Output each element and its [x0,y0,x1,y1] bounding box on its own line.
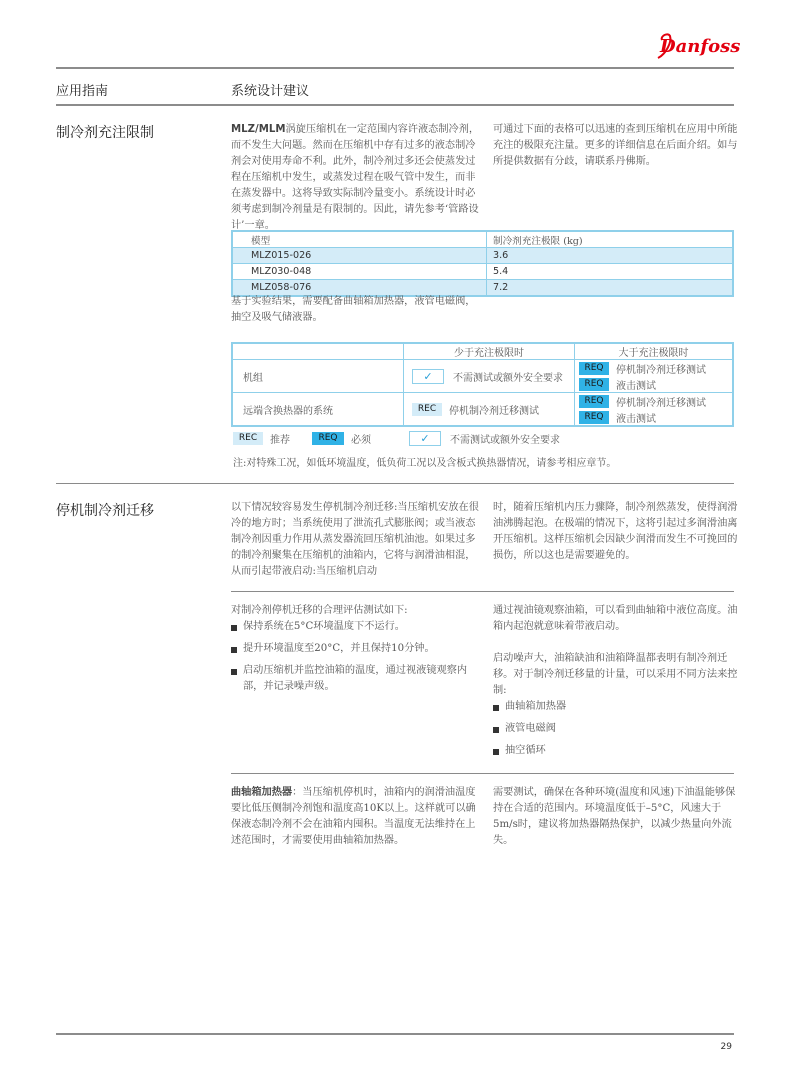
above-limit-cell [575,360,734,393]
badge-legend [233,431,560,446]
section-divider [56,483,734,484]
list-item: 曲轴箱加热器 [493,699,738,715]
req-badge: REQ [579,362,609,375]
logo-text: Danfoss [660,36,741,57]
row-label: 机组 [232,360,404,393]
above-limit-cell [575,393,734,427]
migration-para-left: 以下情况较容易发生停机制冷剂迁移:当压缩机安放在很冷的地方时；当系统使用了泄流孔式膨胀阀；或当液态制冷剂因重力作用从蒸发器流回压缩机油池。如果过多的制冷剂聚集在压缩机的油箱内，它将与润滑油相混，从而引起带液启动:当压缩机启动 [231,502,479,577]
row-label: 远端含换热器的系统 [232,393,404,427]
col-header-empty [232,343,404,360]
req-badge: REQ [579,395,609,408]
below-limit-cell [404,360,575,393]
requirements-table [231,342,734,427]
legend-check-text: 不需测试或额外安全要求 [450,435,560,446]
charge-intro-lead: MLZ/MLM [231,124,286,135]
cell-limit: 3.6 [487,248,734,264]
danfoss-logo [652,28,746,64]
list-item: 启动压缩机并监控油箱的温度，通过视液镜观察内部，并记录噪声级。 [231,663,483,695]
header-bottom-rule [56,104,734,106]
req-badge: REQ [579,411,609,424]
test-procedure [231,603,483,701]
table-row [232,393,733,427]
page-number: 29 [720,1042,732,1052]
table-row [232,360,733,393]
section-title-charge-limit: 制冷剂充注限制 [56,125,154,141]
header-top-rule [56,67,734,69]
rec-badge: REC [412,403,442,416]
test-intro: 对制冷剂停机迁移的合理评估测试如下: [231,605,408,616]
above-limit-text: 液击测试 [616,413,656,425]
legend-check-icon: ✓ [409,431,441,446]
special-conditions-note: 注:对特殊工况，如低环境温度，低负荷工况以及含板式换热器情况，请参考相应章节。 [233,458,617,469]
legend-req-text: 必须 [351,435,371,446]
legend-req-badge: REQ [312,432,344,445]
legend-rec-text: 推荐 [270,435,290,446]
cell-limit: 7.2 [487,280,734,297]
footer-rule [56,1033,734,1035]
col-header-model: 模型 [232,231,487,248]
list-item: 提升环境温度至20°C，并且保持10分钟。 [231,641,483,657]
above-limit-text: 停机制冷剂迁移测试 [616,364,706,376]
list-item: 液管电磁阀 [493,721,738,737]
observe-text: 通过视油镜观察油箱，可以看到曲轴箱中液位高度。油箱内起泡就意味着带液启动。 [493,605,738,632]
check-icon: ✓ [412,369,444,384]
heater-lead: 曲轴箱加热器 [231,787,293,798]
noise-text: 启动噪声大，油箱缺油和油箱降温都表明有制冷剂迁移。对于制冷剂迁移量的计量，可以采用不同方法来控制: [493,653,738,696]
table-header-row [232,231,733,248]
above-limit-text: 停机制冷剂迁移测试 [616,397,706,409]
cell-model: MLZ030-048 [232,264,487,280]
subsection-divider [231,591,734,592]
legend-rec-badge: REC [233,432,263,445]
table-header-row [232,343,733,360]
cell-model: MLZ015-026 [232,248,487,264]
charge-intro-right: 可通过下面的表格可以迅速的查到压缩机在应用中所能充注的极限充注量。更多的详细信息在后面介绍。如与所提供数据有分歧，请联系丹佛斯。 [493,124,738,167]
heater-para-left [231,785,483,849]
table-row [232,264,733,280]
charge-limit-table [231,230,734,297]
subsection-divider [231,773,734,774]
col-header-below-limit: 少于充注极限时 [404,343,575,360]
test-observations [493,603,738,765]
section-title-migration: 停机制冷剂迁移 [56,503,154,519]
charge-intro-left [231,122,483,234]
cell-limit: 5.4 [487,264,734,280]
charge-intro-text: 涡旋压缩机在一定范围内容许液态制冷剂，而不发生大问题。然而在压缩机中存有过多的液态制冷剂会对使用寿命不利。此外，制冷剂过多还会使蒸发过程在压缩机中发生，或蒸发过程在吸气管中发生，而非在蒸发器中。这将导致实际制冷量变小。系统设计时必须考虑到制冷剂量是有限制的。因此，请先参考‘管路设计’一章。 [231,124,480,231]
cell-model: MLZ058-076 [232,280,487,297]
test-steps-list [231,619,483,695]
col-header-limit: 制冷剂充注极限 (kg) [487,231,734,248]
below-limit-text: 不需测试或额外安全要求 [453,372,563,384]
req-badge: REQ [579,378,609,391]
list-item: 抽空循环 [493,743,738,759]
below-limit-text: 停机制冷剂迁移测试 [449,405,539,417]
header-section-title: 系统设计建议 [231,84,310,99]
col-header-above-limit: 大于充注极限时 [575,343,734,360]
header-guide-title: 应用指南 [56,84,109,99]
heater-para-right: 需要测试，确保在各种环境(温度和风速)下油温能够保持在合适的范围内。环境温度低于–5°C，风速大于5m/s时，建议将加热器隔热保护，以减少热量向外流失。 [493,787,736,846]
above-limit-text: 液击测试 [616,380,656,392]
after-table-text: 基于实验结果，需要配备曲轴箱加热器，液管电磁阀，抽空及吸气储液器。 [231,296,476,323]
heater-text: ：当压缩机停机时，油箱内的润滑油温度要比低压侧制冷剂饱和温度高10K以上。这样就可以确保液态制冷剂不会在油箱内囤积。当温度无法维持在上述范围时，才需要使用曲轴箱加热器。 [231,787,476,846]
list-item: 保持系统在5°C环境温度下不运行。 [231,619,483,635]
table-row [232,248,733,264]
methods-list [493,699,738,759]
migration-para-right: 时，随着压缩机内压力骤降，制冷剂然蒸发，使得润滑油沸腾起泡。在极端的情况下，这将引起过多润滑油离开压缩机。这样压缩机会因缺少润滑而发生不可挽回的损伤，所以这也是需要避免的。 [493,502,738,561]
below-limit-cell [404,393,575,427]
